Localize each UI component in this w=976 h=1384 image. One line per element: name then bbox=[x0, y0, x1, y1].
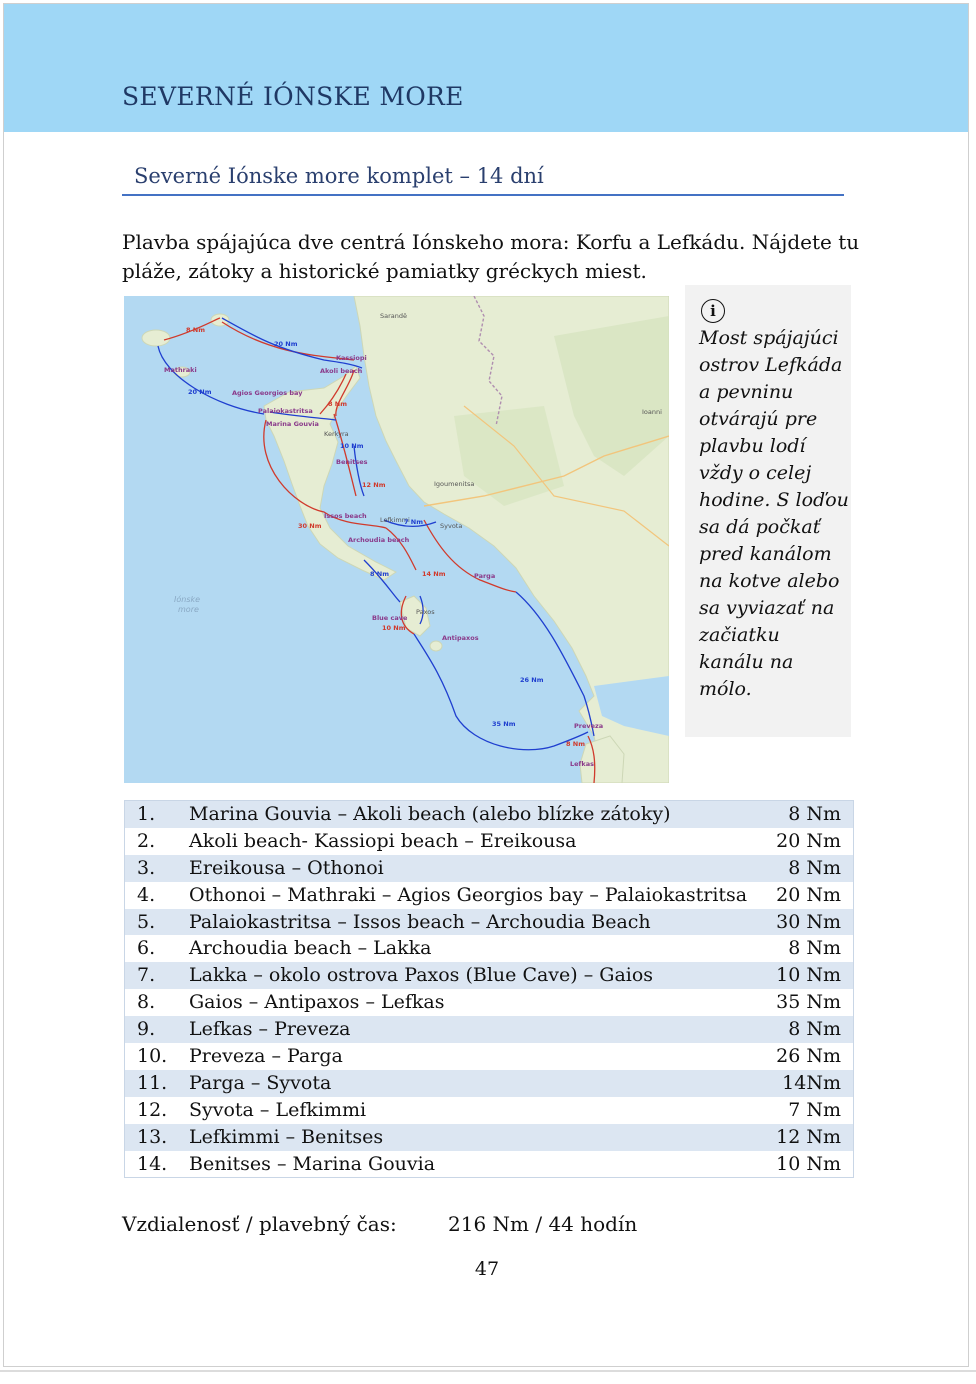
table-row bbox=[125, 1043, 853, 1070]
label-agios-georgios: Agios Georgios bay bbox=[232, 389, 303, 397]
dist-label-8: 7 Nm bbox=[404, 518, 423, 526]
route-description: Lefkimmi – Benitses bbox=[189, 1125, 384, 1148]
dist-label-2: 20 Nm bbox=[274, 340, 298, 348]
table-row bbox=[125, 989, 853, 1016]
dist-label-4: 8 Nm bbox=[328, 400, 347, 408]
label-palaiokastritsa: Palaiokastritsa bbox=[258, 407, 313, 415]
route-distance: 8 Nm bbox=[788, 1018, 841, 1041]
route-description: Palaiokastritsa – Issos beach – Archoudia Beach bbox=[189, 910, 651, 933]
route-map bbox=[124, 296, 669, 783]
label-benitses: Benitses bbox=[336, 458, 368, 466]
info-icon: i bbox=[701, 299, 725, 323]
route-description: Parga – Syvota bbox=[189, 1071, 332, 1094]
label-issos: Issos beach bbox=[324, 512, 367, 520]
route-description: Syvota – Lefkimmi bbox=[189, 1098, 367, 1121]
route-number: 11. bbox=[137, 1071, 168, 1094]
summary-label: Vzdialenosť / plavebný čas: bbox=[122, 1212, 397, 1236]
label-blue-cave: Blue cave bbox=[372, 614, 408, 622]
route-distance: 10 Nm bbox=[776, 964, 841, 987]
label-antipaxos: Antipaxos bbox=[442, 634, 479, 642]
route-distance: 12 Nm bbox=[776, 1125, 841, 1148]
route-number: 7. bbox=[137, 964, 156, 987]
route-description: Benitses – Marina Gouvia bbox=[189, 1152, 436, 1175]
section-underline bbox=[122, 194, 844, 196]
route-distance: 8 Nm bbox=[788, 856, 841, 879]
page-bottom-edge bbox=[0, 1370, 976, 1372]
table-row bbox=[125, 1124, 853, 1151]
route-description: Othonoi – Mathraki – Agios Georgios bay – Palaiokastritsa bbox=[189, 883, 748, 906]
route-description: Ereikousa – Othonoi bbox=[189, 856, 384, 879]
dist-label-7: 30 Nm bbox=[298, 522, 322, 530]
dist-label-5: 10 Nm bbox=[340, 442, 364, 450]
route-number: 5. bbox=[137, 910, 156, 933]
route-distance: 35 Nm bbox=[776, 991, 841, 1014]
label-paxos: Paxos bbox=[416, 608, 435, 616]
info-box bbox=[685, 285, 851, 737]
label-marina-gouvia: Marina Gouvia bbox=[266, 420, 319, 428]
chapter-title: SEVERNÉ IÓNSKE MORE bbox=[122, 82, 464, 111]
label-lefkimmi: Lefkimmi bbox=[380, 516, 410, 524]
table-row bbox=[125, 962, 853, 989]
table-row bbox=[125, 1097, 853, 1124]
table-row bbox=[125, 882, 853, 909]
route-distance: 8 Nm bbox=[788, 937, 841, 960]
dist-label-12: 26 Nm bbox=[520, 676, 544, 684]
dist-label-1: 8 Nm bbox=[186, 326, 205, 334]
dist-label-11: 10 Nm bbox=[382, 624, 406, 632]
label-kerkyra: Kerkyra bbox=[324, 430, 349, 438]
route-distance: 20 Nm bbox=[776, 883, 841, 906]
route-distance: 30 Nm bbox=[776, 910, 841, 933]
document-page bbox=[3, 3, 969, 1367]
route-distance: 10 Nm bbox=[776, 1152, 841, 1175]
header-band bbox=[4, 4, 968, 132]
route-number: 9. bbox=[137, 1018, 156, 1041]
label-akoli: Akoli beach bbox=[320, 367, 363, 375]
route-distance: 7 Nm bbox=[788, 1098, 841, 1121]
route-number: 14. bbox=[137, 1152, 168, 1175]
route-description: Marina Gouvia – Akoli beach (alebo blízke zátoky) bbox=[189, 803, 671, 825]
route-description: Lefkas – Preveza bbox=[189, 1018, 351, 1041]
route-table bbox=[124, 800, 854, 1178]
route-distance: 26 Nm bbox=[776, 1045, 841, 1068]
table-row bbox=[125, 801, 853, 828]
dist-label-13: 35 Nm bbox=[492, 720, 516, 728]
table-row bbox=[125, 1151, 853, 1178]
route-number: 2. bbox=[137, 829, 156, 852]
route-description: Gaios – Antipaxos – Lefkas bbox=[189, 991, 445, 1014]
route-distance: 14Nm bbox=[782, 1071, 841, 1094]
dist-label-6: 12 Nm bbox=[362, 481, 386, 489]
antipaxos-island bbox=[430, 641, 442, 651]
section-title: Severné Iónske more komplet – 14 dní bbox=[134, 164, 544, 188]
table-row bbox=[125, 1016, 853, 1043]
label-igoumenitsa: Igoumenitsa bbox=[434, 480, 475, 488]
route-number: 1. bbox=[137, 803, 156, 825]
route-number: 13. bbox=[137, 1125, 168, 1148]
route-number: 3. bbox=[137, 856, 156, 879]
route-number: 6. bbox=[137, 937, 156, 960]
label-mathraki: Mathraki bbox=[164, 366, 197, 374]
info-text: Most spájajúci ostrov Lefkáda a pevninu otvárajú pre plavbu lodí vždy o celej hodine. S loďou sa dá počkať pred kanálom na kotve alebo sa vyviazať na začiatku kanálu na mólo. bbox=[699, 327, 849, 700]
dist-label-10: 14 Nm bbox=[422, 570, 446, 578]
route-description: Archoudia beach – Lakka bbox=[189, 937, 432, 960]
label-lefkas: Lefkas bbox=[570, 760, 594, 768]
table-row bbox=[125, 855, 853, 882]
route-description: Lakka – okolo ostrova Paxos (Blue Cave) – Gaios bbox=[189, 964, 654, 987]
othonoi-island bbox=[142, 330, 170, 346]
route-description: Preveza – Parga bbox=[189, 1045, 343, 1068]
route-distance: 8 Nm bbox=[788, 803, 841, 825]
sea-label-line-1: Iónske bbox=[174, 595, 201, 604]
sea-label-line-2: more bbox=[178, 605, 199, 614]
label-archoudia: Archoudia beach bbox=[348, 536, 410, 544]
page-number: 47 bbox=[474, 1258, 500, 1280]
dist-label-14: 8 Nm bbox=[566, 740, 585, 748]
route-number: 4. bbox=[137, 883, 156, 906]
label-ioannina: Ioanni bbox=[642, 408, 662, 416]
route-description: Akoli beach- Kassiopi beach – Ereikousa bbox=[189, 829, 577, 852]
route-number: 8. bbox=[137, 991, 156, 1014]
dist-label-9: 8 Nm bbox=[370, 570, 389, 578]
table-row bbox=[125, 935, 853, 962]
route-number: 12. bbox=[137, 1098, 168, 1121]
intro-paragraph: Plavba spájajúca dve centrá Iónskeho mora: Korfu a Lefkádu. Nájdete tu pláže, zátoky a historické pamiatky gréckych miest. bbox=[122, 230, 860, 283]
route-distance: 20 Nm bbox=[776, 829, 841, 852]
label-sarande: Sarandë bbox=[380, 312, 408, 320]
route-map-svg bbox=[124, 296, 669, 783]
dist-label-3: 20 Nm bbox=[188, 388, 212, 396]
table-row bbox=[125, 1070, 853, 1097]
summary-value: 216 Nm / 44 hodín bbox=[448, 1212, 638, 1236]
label-parga: Parga bbox=[474, 572, 496, 580]
route-number: 10. bbox=[137, 1045, 168, 1068]
label-kassiopi: Kassiopi bbox=[336, 354, 367, 362]
label-syvota: Syvota bbox=[440, 522, 463, 530]
table-row bbox=[125, 909, 853, 936]
label-preveza: Preveza bbox=[574, 722, 604, 730]
table-row bbox=[125, 828, 853, 855]
